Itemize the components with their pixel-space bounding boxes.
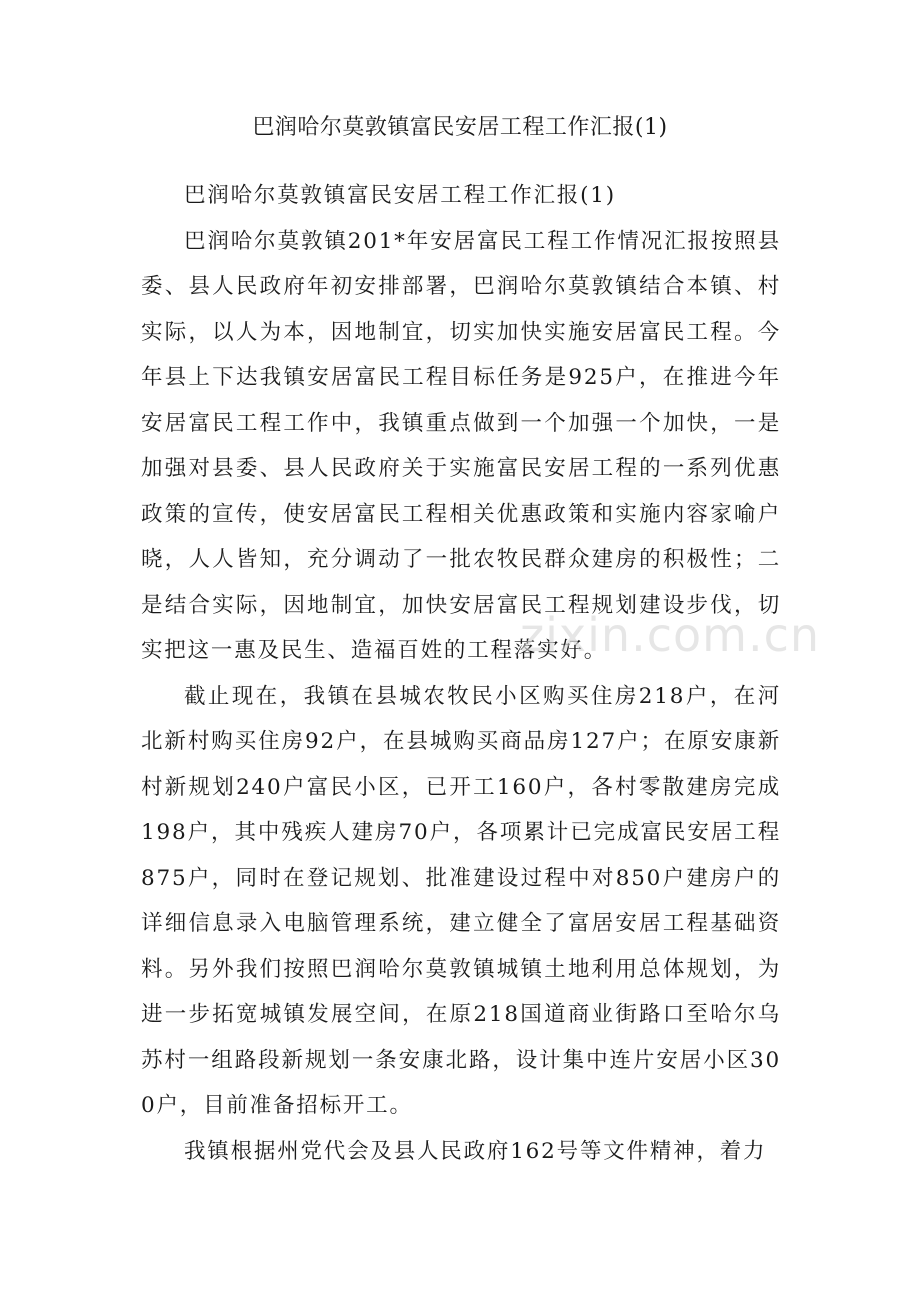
document-body: [141, 173, 781, 1174]
site-watermark: zixin.com.cn: [520, 608, 821, 662]
body-paragraph: 巴润哈尔莫敦镇201*年安居富民工程工作情况汇报按照县委、县人民政府年初安排部署，巴润哈尔莫敦镇结合本镇、村实际，以人为本，因地制宜，切实加快实施安居富民工程。今年县上下达我镇安居富民工程目标任务是925户，在推进今年安居富民工程工作中，我镇重点做到一个加强一个加快，一是加强对县委、县人民政府关于实施富民安居工程的一系列优惠政策的宣传，使安居富民工程相关优惠政策和实施内容家喻户晓，人人皆知，充分调动了一批农牧民群众建房的积极性；二是结合实际，因地制宜，加快安居富民工程规划建设步伐，切实把这一惠及民生、造福百姓的工程落实好。: [141, 228, 781, 663]
body-paragraph: 我镇根据州党代会及县人民政府162号等文件精神，着力: [184, 1138, 767, 1164]
document-title: 巴润哈尔莫敦镇富民安居工程工作汇报(1): [252, 115, 668, 140]
body-paragraph: 截止现在，我镇在县城农牧民小区购买住房218户，在河北新村购买住房92户，在县城购买商品房127户；在原安康新村新规划240户富民小区，已开工160户，各村零散建房完成198户，其中残疾人建房70户，各项累计已完成富民安居工程875户，同时在登记规划、批准建设过程中对850户建房户的详细信息录入电脑管理系统，建立健全了富居安居工程基础资料。另外我们按照巴润哈尔莫敦镇城镇土地利用总体规划，为进一步拓宽城镇发展空间，在原218国道商业街路口至哈尔乌苏村一组路段新规划一条安康北路，设计集中连片安居小区300户，目前准备招标开工。: [141, 683, 781, 1118]
body-paragraph-subtitle: 巴润哈尔莫敦镇富民安居工程工作汇报(1): [184, 183, 616, 208]
